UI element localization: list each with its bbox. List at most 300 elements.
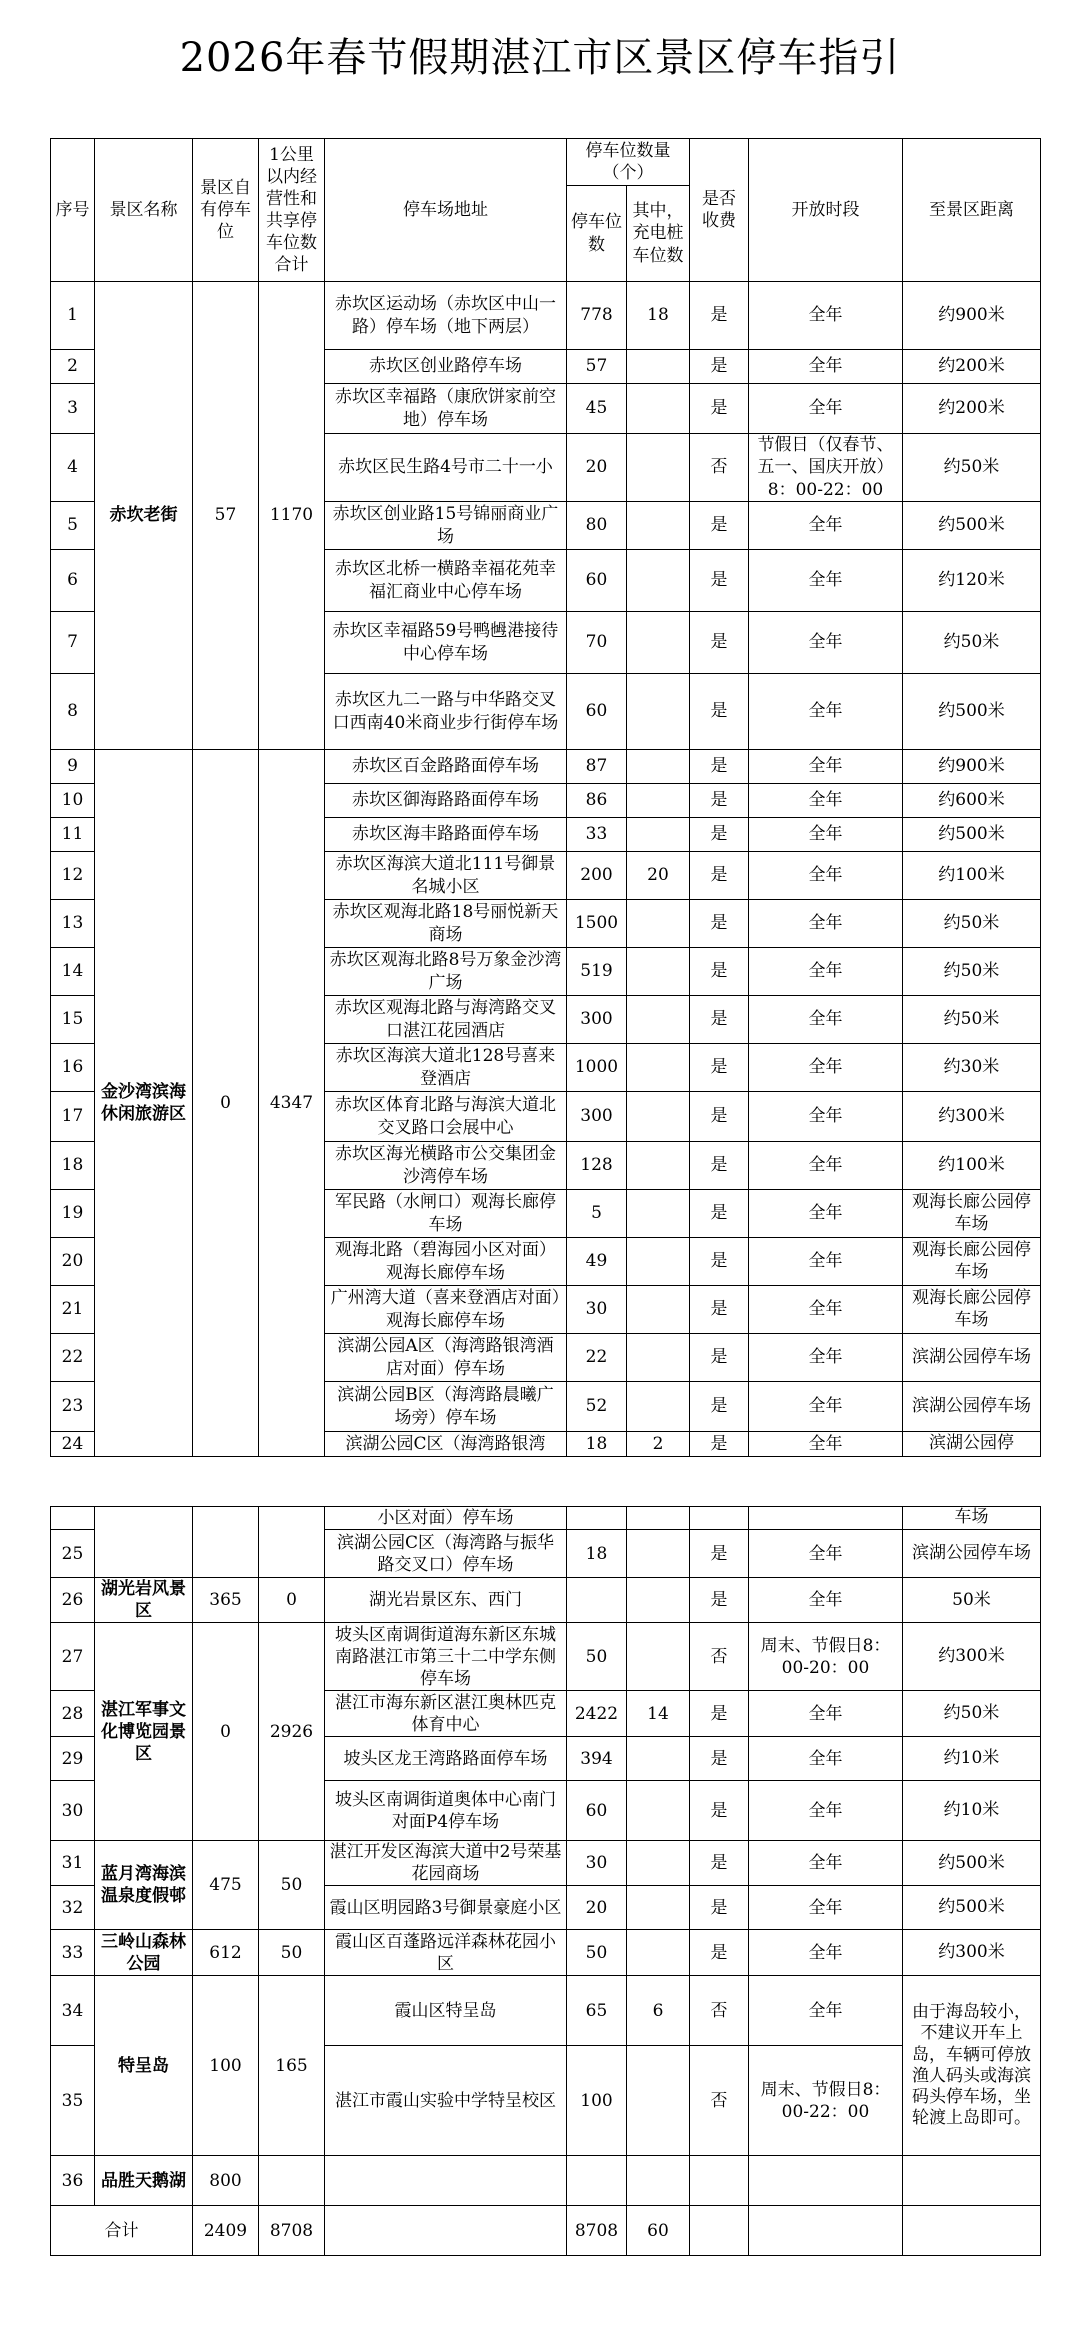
row-count: 30	[567, 1286, 627, 1334]
row-hours: 全年	[749, 750, 903, 784]
row-charging	[627, 502, 690, 550]
row-address: 赤坎区创业路15号锦丽商业广场	[325, 502, 567, 550]
parking-table-part-2	[50, 1506, 1041, 2256]
row-count: 1000	[567, 1044, 627, 1092]
row-distance: 约500米	[903, 674, 1041, 750]
row-address: 赤坎区九二一路与中华路交叉口西南40米商业步行街停车场	[325, 674, 567, 750]
row-count: 60	[567, 1781, 627, 1841]
row-distance: 滨湖公园停车场	[903, 1334, 1041, 1382]
row-seq: 14	[51, 948, 95, 996]
row-address: 滨湖公园C区（海湾路银湾	[325, 1432, 567, 1457]
area-name: 三岭山森林公园	[95, 1930, 193, 1976]
row-address: 赤坎区海滨大道北111号御景名城小区	[325, 852, 567, 900]
row-distance: 约10米	[903, 1737, 1041, 1781]
row-seq: 6	[51, 550, 95, 612]
table-row	[51, 1976, 1041, 2046]
row-distance: 约600米	[903, 784, 1041, 818]
row-charging: 6	[627, 1976, 690, 2046]
table-row	[51, 750, 1041, 784]
row-distance: 50米	[903, 1578, 1041, 1623]
row-seq: 19	[51, 1190, 95, 1238]
row-charging	[627, 1507, 690, 1530]
row-fee: 是	[690, 1691, 749, 1737]
row-address: 小区对面）停车场	[325, 1507, 567, 1530]
total-label: 合计	[51, 2206, 193, 2256]
area-name: 蓝月湾海滨温泉度假邨	[95, 1841, 193, 1930]
teicheng-distance-note: 由于海岛较小，不建议开车上岛，车辆可停放渔人码头或海滨码头停车场，坐轮渡上岛即可。	[903, 1976, 1041, 2156]
row-seq: 4	[51, 434, 95, 502]
row-count: 65	[567, 1976, 627, 2046]
row-charging	[627, 1238, 690, 1286]
total-address-empty	[325, 2206, 567, 2256]
row-seq	[51, 1507, 95, 1530]
row-seq: 16	[51, 1044, 95, 1092]
row-fee: 是	[690, 818, 749, 852]
row-seq: 22	[51, 1334, 95, 1382]
row-fee: 是	[690, 1382, 749, 1432]
row-count: 45	[567, 384, 627, 434]
row-address: 赤坎区百金路路面停车场	[325, 750, 567, 784]
table-row	[51, 1623, 1041, 1691]
row-hours: 全年	[749, 784, 903, 818]
table-row	[51, 2156, 1041, 2206]
row-count: 18	[567, 1530, 627, 1578]
area-nearby-spaces: 165	[259, 1976, 325, 2156]
row-charging	[627, 948, 690, 996]
row-distance: 约300米	[903, 1930, 1041, 1976]
header-seq: 序号	[51, 139, 95, 282]
row-distance: 滨湖公园停车场	[903, 1530, 1041, 1578]
row-address: 滨湖公园C区（海湾路与振华路交叉口）停车场	[325, 1530, 567, 1578]
row-fee: 是	[690, 1044, 749, 1092]
row-seq: 9	[51, 750, 95, 784]
total-charging: 60	[627, 2206, 690, 2256]
row-charging	[627, 1092, 690, 1142]
row-fee: 是	[690, 384, 749, 434]
row-fee: 是	[690, 1578, 749, 1623]
row-seq: 33	[51, 1930, 95, 1976]
row-fee: 是	[690, 350, 749, 384]
row-distance: 约500米	[903, 818, 1041, 852]
row-address: 坡头区南调街道奥体中心南门对面P4停车场	[325, 1781, 567, 1841]
row-count: 57	[567, 350, 627, 384]
row-address: 赤坎区海丰路路面停车场	[325, 818, 567, 852]
total-count: 8708	[567, 2206, 627, 2256]
area-name: 湖光岩风景区	[95, 1578, 193, 1623]
row-fee: 是	[690, 996, 749, 1044]
area-own-spaces: 100	[193, 1976, 259, 2156]
total-own-spaces: 2409	[193, 2206, 259, 2256]
row-fee: 否	[690, 1976, 749, 2046]
row-fee: 是	[690, 1781, 749, 1841]
row-address: 滨湖公园B区（海湾路晨曦广场旁）停车场	[325, 1382, 567, 1432]
row-address: 湖光岩景区东、西门	[325, 1578, 567, 1623]
row-seq: 24	[51, 1432, 95, 1457]
row-seq: 34	[51, 1976, 95, 2046]
row-charging	[627, 434, 690, 502]
row-hours: 全年	[749, 996, 903, 1044]
row-count: 49	[567, 1238, 627, 1286]
area-nearby-spaces: 0	[259, 1578, 325, 1623]
row-distance: 约500米	[903, 1841, 1041, 1886]
row-fee: 否	[690, 1623, 749, 1691]
row-hours: 全年	[749, 1334, 903, 1382]
row-seq: 8	[51, 674, 95, 750]
parking-table-part-1	[50, 138, 1041, 1457]
row-seq: 5	[51, 502, 95, 550]
row-fee	[690, 1507, 749, 1530]
row-seq: 30	[51, 1781, 95, 1841]
row-distance: 约100米	[903, 852, 1041, 900]
row-charging	[627, 1930, 690, 1976]
row-hours: 全年	[749, 1781, 903, 1841]
area-name: 赤坎老街	[95, 282, 193, 750]
row-address: 赤坎区北桥一横路幸福花苑幸福汇商业中心停车场	[325, 550, 567, 612]
area-nearby-continued	[259, 1507, 325, 1578]
area-name: 湛江军事文化博览园景区	[95, 1623, 193, 1841]
row-address: 观海北路（碧海园小区对面）观海长廊停车场	[325, 1238, 567, 1286]
table-row	[51, 282, 1041, 350]
row-fee: 是	[690, 1737, 749, 1781]
row-address: 湛江市海东新区湛江奥林匹克体育中心	[325, 1691, 567, 1737]
row-seq: 36	[51, 2156, 95, 2206]
area-nearby-spaces	[259, 2156, 325, 2206]
area-nearby-spaces: 2926	[259, 1623, 325, 1841]
row-count: 30	[567, 1841, 627, 1886]
table-row-continuation	[51, 1507, 1041, 1530]
row-distance: 约50米	[903, 900, 1041, 948]
row-address: 赤坎区幸福路59号鸭乸港接待中心停车场	[325, 612, 567, 674]
header-distance: 至景区距离	[903, 139, 1041, 282]
row-fee: 是	[690, 948, 749, 996]
row-count: 128	[567, 1142, 627, 1190]
row-seq: 32	[51, 1886, 95, 1930]
row-count: 20	[567, 1886, 627, 1930]
row-hours: 全年	[749, 612, 903, 674]
row-fee	[690, 2156, 749, 2206]
row-hours: 全年	[749, 550, 903, 612]
area-nearby-spaces: 50	[259, 1930, 325, 1976]
row-distance: 约300米	[903, 1623, 1041, 1691]
row-fee: 否	[690, 434, 749, 502]
row-address: 坡头区南调街道海东新区东城南路湛江市第三十二中学东侧停车场	[325, 1623, 567, 1691]
row-hours: 周末、节假日8：00-22：00	[749, 2046, 903, 2156]
row-distance: 约500米	[903, 502, 1041, 550]
row-address: 赤坎区民生路4号市二十一小	[325, 434, 567, 502]
row-address: 赤坎区观海北路18号丽悦新天商场	[325, 900, 567, 948]
row-charging	[627, 784, 690, 818]
row-charging	[627, 550, 690, 612]
area-own-spaces: 57	[193, 282, 259, 750]
area-name: 特呈岛	[95, 1976, 193, 2156]
header-charging: 其中，充电桩车位数	[627, 186, 690, 282]
row-count: 519	[567, 948, 627, 996]
row-count: 22	[567, 1334, 627, 1382]
row-seq: 2	[51, 350, 95, 384]
row-hours: 全年	[749, 1737, 903, 1781]
row-charging	[627, 2156, 690, 2206]
row-fee: 是	[690, 1530, 749, 1578]
row-distance: 约100米	[903, 1142, 1041, 1190]
row-hours: 全年	[749, 384, 903, 434]
row-charging	[627, 1044, 690, 1092]
area-nearby-spaces: 50	[259, 1841, 325, 1930]
row-fee: 是	[690, 1238, 749, 1286]
row-charging	[627, 1737, 690, 1781]
row-fee: 否	[690, 2046, 749, 2156]
row-distance: 滨湖公园停	[903, 1432, 1041, 1457]
row-fee: 是	[690, 674, 749, 750]
row-count: 80	[567, 502, 627, 550]
row-address: 赤坎区御海路路面停车场	[325, 784, 567, 818]
row-hours	[749, 2156, 903, 2206]
row-fee: 是	[690, 784, 749, 818]
row-seq: 28	[51, 1691, 95, 1737]
row-fee: 是	[690, 1092, 749, 1142]
row-address: 赤坎区海光横路市公交集团金沙湾停车场	[325, 1142, 567, 1190]
row-distance: 约50米	[903, 1691, 1041, 1737]
row-seq: 25	[51, 1530, 95, 1578]
area-own-spaces: 0	[193, 750, 259, 1457]
row-hours: 全年	[749, 1930, 903, 1976]
row-hours: 全年	[749, 1238, 903, 1286]
page-title: 2026年春节假期湛江市区景区停车指引	[179, 35, 901, 81]
row-count: 394	[567, 1737, 627, 1781]
row-charging	[627, 1190, 690, 1238]
row-charging: 18	[627, 282, 690, 350]
row-charging: 2	[627, 1432, 690, 1457]
row-count: 50	[567, 1930, 627, 1976]
area-own-spaces: 365	[193, 1578, 259, 1623]
row-distance: 约10米	[903, 1781, 1041, 1841]
row-fee: 是	[690, 1142, 749, 1190]
row-count: 52	[567, 1382, 627, 1432]
row-distance: 约900米	[903, 750, 1041, 784]
area-nearby-spaces: 4347	[259, 750, 325, 1457]
row-charging	[627, 750, 690, 784]
header-area-name: 景区名称	[95, 139, 193, 282]
row-count: 50	[567, 1623, 627, 1691]
row-hours: 全年	[749, 1841, 903, 1886]
row-address: 赤坎区观海北路8号万象金沙湾广场	[325, 948, 567, 996]
row-address: 霞山区特呈岛	[325, 1976, 567, 2046]
row-count: 1500	[567, 900, 627, 948]
row-address: 赤坎区运动场（赤坎区中山一路）停车场（地下两层）	[325, 282, 567, 350]
header-fee: 是否收费	[690, 139, 749, 282]
row-charging	[627, 2046, 690, 2156]
row-distance: 约120米	[903, 550, 1041, 612]
row-hours: 全年	[749, 1092, 903, 1142]
row-address: 赤坎区创业路停车场	[325, 350, 567, 384]
row-distance: 观海长廊公园停车场	[903, 1286, 1041, 1334]
header-address: 停车场地址	[325, 139, 567, 282]
row-count	[567, 1578, 627, 1623]
area-own-spaces: 612	[193, 1930, 259, 1976]
area-name-continued	[95, 1507, 193, 1578]
row-charging	[627, 818, 690, 852]
row-hours: 全年	[749, 1530, 903, 1578]
row-count: 5	[567, 1190, 627, 1238]
row-hours: 全年	[749, 1432, 903, 1457]
row-hours: 全年	[749, 1286, 903, 1334]
row-count: 300	[567, 1092, 627, 1142]
header-count-group: 停车位数量（个）	[567, 139, 690, 186]
row-hours: 全年	[749, 948, 903, 996]
row-charging	[627, 1142, 690, 1190]
row-address: 广州湾大道（喜来登酒店对面）观海长廊停车场	[325, 1286, 567, 1334]
row-charging	[627, 350, 690, 384]
row-charging	[627, 1841, 690, 1886]
area-nearby-spaces: 1170	[259, 282, 325, 750]
row-seq: 23	[51, 1382, 95, 1432]
row-fee: 是	[690, 502, 749, 550]
row-seq: 18	[51, 1142, 95, 1190]
row-address: 军民路（水闸口）观海长廊停车场	[325, 1190, 567, 1238]
row-seq: 12	[51, 852, 95, 900]
row-charging	[627, 1886, 690, 1930]
row-count	[567, 1507, 627, 1530]
row-hours: 全年	[749, 350, 903, 384]
row-fee: 是	[690, 1286, 749, 1334]
row-charging	[627, 996, 690, 1044]
row-hours: 全年	[749, 1044, 903, 1092]
row-seq: 26	[51, 1578, 95, 1623]
row-seq: 17	[51, 1092, 95, 1142]
row-distance: 滨湖公园停车场	[903, 1382, 1041, 1432]
row-hours: 全年	[749, 1886, 903, 1930]
row-fee: 是	[690, 900, 749, 948]
area-own-spaces: 475	[193, 1841, 259, 1930]
row-count: 18	[567, 1432, 627, 1457]
row-count: 87	[567, 750, 627, 784]
row-fee: 是	[690, 1334, 749, 1382]
row-seq: 3	[51, 384, 95, 434]
row-address: 坡头区龙王湾路路面停车场	[325, 1737, 567, 1781]
row-hours: 全年	[749, 818, 903, 852]
row-count: 33	[567, 818, 627, 852]
row-count: 86	[567, 784, 627, 818]
total-hours-empty	[749, 2206, 903, 2256]
row-address	[325, 2156, 567, 2206]
row-distance: 车场	[903, 1507, 1041, 1530]
row-address: 霞山区明园路3号御景豪庭小区	[325, 1886, 567, 1930]
row-distance: 约50米	[903, 434, 1041, 502]
row-count: 60	[567, 674, 627, 750]
row-distance: 约50米	[903, 996, 1041, 1044]
row-distance: 观海长廊公园停车场	[903, 1190, 1041, 1238]
row-hours: 全年	[749, 1382, 903, 1432]
row-charging	[627, 1382, 690, 1432]
row-address: 赤坎区海滨大道北128号喜来登酒店	[325, 1044, 567, 1092]
row-charging	[627, 1623, 690, 1691]
row-seq: 11	[51, 818, 95, 852]
row-fee: 是	[690, 1432, 749, 1457]
row-seq: 27	[51, 1623, 95, 1691]
row-seq: 29	[51, 1737, 95, 1781]
row-seq: 1	[51, 282, 95, 350]
row-charging	[627, 674, 690, 750]
row-address: 赤坎区幸福路（康欣饼家前空地）停车场	[325, 384, 567, 434]
table-row	[51, 1841, 1041, 1886]
total-fee-empty	[690, 2206, 749, 2256]
row-seq: 7	[51, 612, 95, 674]
row-hours: 节假日（仅春节、五一、国庆开放）8：00-22：00	[749, 434, 903, 502]
row-hours: 全年	[749, 1190, 903, 1238]
row-distance: 约500米	[903, 1886, 1041, 1930]
row-address: 霞山区百蓬路远洋森林花园小区	[325, 1930, 567, 1976]
row-fee: 是	[690, 612, 749, 674]
row-charging	[627, 900, 690, 948]
row-fee: 是	[690, 852, 749, 900]
row-count: 60	[567, 550, 627, 612]
row-hours: 周末、节假日8：00-20：00	[749, 1623, 903, 1691]
row-seq: 15	[51, 996, 95, 1044]
row-seq: 13	[51, 900, 95, 948]
row-seq: 35	[51, 2046, 95, 2156]
row-seq: 20	[51, 1238, 95, 1286]
row-charging	[627, 612, 690, 674]
table-row	[51, 1578, 1041, 1623]
row-fee: 是	[690, 1190, 749, 1238]
row-hours: 全年	[749, 852, 903, 900]
row-hours: 全年	[749, 282, 903, 350]
row-fee: 是	[690, 1841, 749, 1886]
row-distance: 约200米	[903, 384, 1041, 434]
row-fee: 是	[690, 1886, 749, 1930]
row-charging	[627, 1578, 690, 1623]
row-hours: 全年	[749, 900, 903, 948]
area-name: 金沙湾滨海休闲旅游区	[95, 750, 193, 1457]
row-count: 100	[567, 2046, 627, 2156]
row-seq: 21	[51, 1286, 95, 1334]
total-row	[51, 2206, 1041, 2256]
area-own-continued	[193, 1507, 259, 1578]
row-count: 778	[567, 282, 627, 350]
row-count: 70	[567, 612, 627, 674]
row-charging	[627, 1286, 690, 1334]
row-charging: 20	[627, 852, 690, 900]
row-count	[567, 2156, 627, 2206]
row-hours: 全年	[749, 1691, 903, 1737]
row-address: 湛江市霞山实验中学特呈校区	[325, 2046, 567, 2156]
row-distance: 约200米	[903, 350, 1041, 384]
area-own-spaces: 800	[193, 2156, 259, 2206]
area-own-spaces: 0	[193, 1623, 259, 1841]
row-address: 滨湖公园A区（海湾路银湾酒店对面）停车场	[325, 1334, 567, 1382]
header-count: 停车位数	[567, 186, 627, 282]
row-hours: 全年	[749, 1976, 903, 2046]
row-charging	[627, 1781, 690, 1841]
header-own-spaces: 景区自有停车位	[193, 139, 259, 282]
row-distance: 约50米	[903, 612, 1041, 674]
area-name: 品胜天鹅湖	[95, 2156, 193, 2206]
row-count: 300	[567, 996, 627, 1044]
row-distance: 约900米	[903, 282, 1041, 350]
total-distance-empty	[903, 2206, 1041, 2256]
row-hours: 全年	[749, 674, 903, 750]
row-count: 2422	[567, 1691, 627, 1737]
row-hours	[749, 1507, 903, 1530]
row-fee: 是	[690, 282, 749, 350]
row-distance: 约300米	[903, 1092, 1041, 1142]
header-nearby-spaces: 1公里以内经营性和共享停车位数合计	[259, 139, 325, 282]
row-distance: 观海长廊公园停车场	[903, 1238, 1041, 1286]
row-fee: 是	[690, 550, 749, 612]
row-count: 20	[567, 434, 627, 502]
row-address: 赤坎区观海北路与海湾路交叉口湛江花园酒店	[325, 996, 567, 1044]
header-hours: 开放时段	[749, 139, 903, 282]
row-seq: 10	[51, 784, 95, 818]
